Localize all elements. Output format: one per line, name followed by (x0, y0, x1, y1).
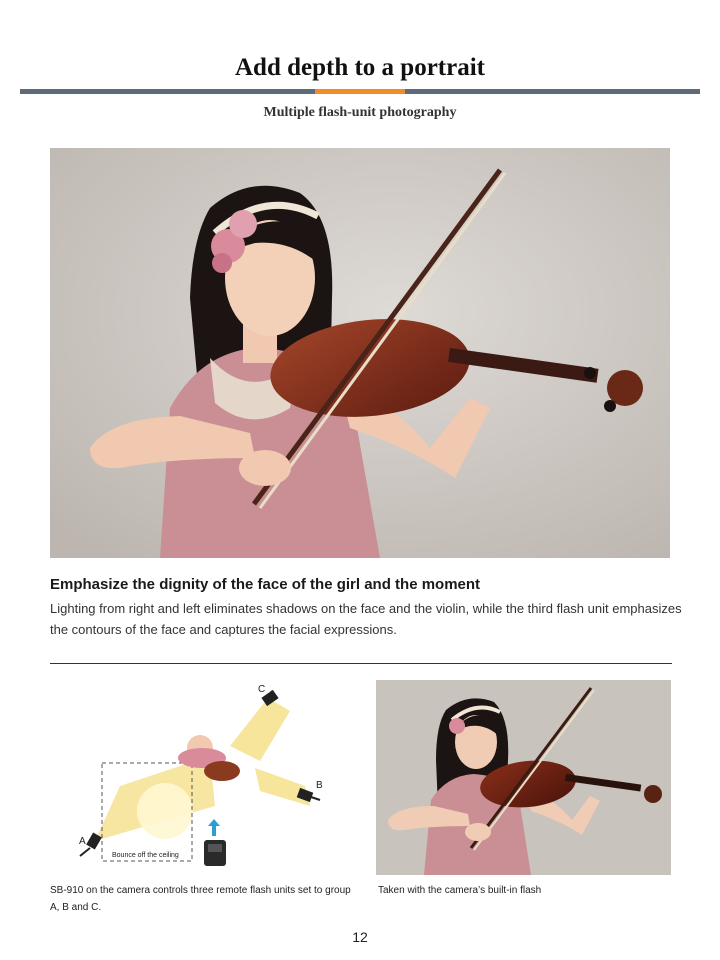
section-body: Lighting from right and left eliminates shadows on the face and the violin, while the third flash unit emphasizes the contours of the face and captures the facial expressions. (50, 601, 682, 637)
comparison-photo (376, 680, 671, 875)
page-title: Add depth to a portrait (234, 54, 485, 81)
flash-setup-diagram (50, 676, 350, 876)
label-a: A (79, 836, 86, 847)
main-photo-illustration (50, 148, 670, 558)
section-heading: Emphasize the dignity of the face of the girl and the moment (50, 576, 481, 593)
diagram-caption: SB-910 on the camera controls three remote flash units set to group A, B and C. (50, 885, 351, 913)
page-subtitle: Multiple flash-unit photography (263, 105, 457, 120)
page-number: 12 (352, 929, 368, 945)
title-rule-accent (315, 89, 405, 94)
comparison-caption: Taken with the camera’s built-in flash (378, 885, 542, 896)
label-b: B (316, 780, 323, 791)
bounce-label: Bounce off the ceiling (112, 852, 179, 859)
camera-icon (204, 840, 226, 866)
diagram-illustration (50, 676, 350, 876)
beam-b (255, 768, 310, 806)
main-photo (50, 148, 670, 558)
comparison-photo-illustration (376, 680, 671, 875)
beam-c (230, 698, 290, 761)
label-c: C (258, 684, 266, 695)
arrow-icon (208, 819, 220, 836)
section-divider (50, 663, 672, 664)
